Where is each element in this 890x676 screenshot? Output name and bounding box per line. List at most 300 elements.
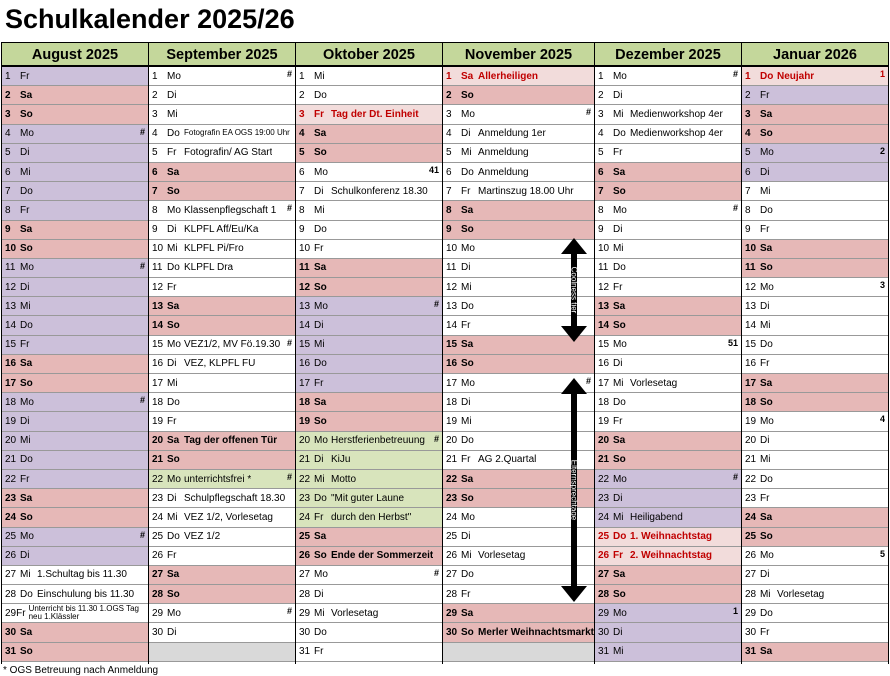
day-cell[interactable] <box>2 240 148 259</box>
day-cell[interactable] <box>149 393 295 412</box>
day-cell[interactable] <box>149 316 295 335</box>
day-cell[interactable] <box>595 163 741 182</box>
week-marker: # <box>585 107 591 118</box>
day-cell[interactable] <box>595 105 741 124</box>
day-cell[interactable] <box>149 623 295 642</box>
day-cell[interactable] <box>2 547 148 566</box>
weekday: Do <box>314 89 327 101</box>
day-cell[interactable] <box>595 182 741 201</box>
day-number: 16 <box>446 358 458 370</box>
day-cell[interactable] <box>595 508 741 527</box>
day-cell[interactable] <box>2 259 148 278</box>
weekday: Mi <box>612 511 624 523</box>
day-cell[interactable] <box>742 374 888 393</box>
day-cell[interactable] <box>742 566 888 585</box>
weekday: Fr <box>759 627 770 639</box>
weekday: Do <box>759 607 773 619</box>
day-number: 23 <box>446 492 458 504</box>
day-cell[interactable] <box>2 643 148 662</box>
weekday: So <box>20 646 33 658</box>
day-cell[interactable] <box>742 355 888 374</box>
day-number: 29 <box>597 607 610 619</box>
day-cell[interactable] <box>2 566 148 585</box>
day-cell[interactable] <box>2 489 148 508</box>
day-number: 3 <box>299 108 305 120</box>
day-cell[interactable] <box>149 144 295 163</box>
weekday: Mo <box>612 70 627 82</box>
day-cell[interactable] <box>443 201 594 220</box>
day-cell[interactable] <box>149 240 295 259</box>
day-cell[interactable] <box>742 86 888 105</box>
day-cell[interactable] <box>742 182 888 201</box>
day-number: 14 <box>446 320 458 332</box>
day-number: 11 <box>446 262 457 274</box>
day-cell[interactable] <box>2 393 148 412</box>
day-cell[interactable] <box>595 432 741 451</box>
day-cell[interactable] <box>2 182 148 201</box>
day-cell[interactable] <box>2 163 148 182</box>
day-cell[interactable] <box>742 604 888 623</box>
weekday: Di <box>759 569 770 581</box>
day-event: Medienworkshop 4er <box>629 108 723 120</box>
day-cell[interactable] <box>595 144 741 163</box>
arrow-period-1 <box>561 238 587 342</box>
day-number: 13 <box>299 300 311 312</box>
day-cell[interactable] <box>742 623 888 642</box>
day-number: 14 <box>597 320 610 332</box>
day-number: 6 <box>597 166 604 178</box>
day-cell[interactable] <box>443 355 594 374</box>
day-cell[interactable] <box>149 201 295 220</box>
weekday: Fr <box>20 339 30 351</box>
day-number: 28 <box>744 588 757 600</box>
weekday: Fr <box>612 147 623 159</box>
day-number: 1 <box>299 70 305 82</box>
day-cell[interactable] <box>2 585 148 604</box>
weekday: Do <box>612 128 626 140</box>
day-cell[interactable] <box>149 547 295 566</box>
day-cell[interactable] <box>296 67 442 86</box>
weekday: Mi <box>612 646 624 658</box>
day-event: KLPFL Dra <box>184 262 234 274</box>
day-cell[interactable] <box>149 412 295 431</box>
day-cell[interactable] <box>149 470 295 489</box>
weekday: Sa <box>20 89 33 101</box>
day-cell[interactable] <box>2 412 148 431</box>
day-cell[interactable] <box>2 67 148 86</box>
day-number: 2 <box>5 89 11 101</box>
weekday: Mi <box>20 435 31 447</box>
day-number: 10 <box>597 243 610 255</box>
day-cell[interactable] <box>443 221 594 240</box>
weekday: Di <box>759 166 770 178</box>
weekday: So <box>314 281 327 293</box>
day-cell[interactable] <box>742 412 888 431</box>
day-number: 11 <box>597 262 609 274</box>
day-cell[interactable] <box>595 259 741 278</box>
day-cell[interactable] <box>296 508 442 527</box>
day-cell[interactable] <box>595 221 741 240</box>
day-cell[interactable] <box>296 201 442 220</box>
day-cell[interactable] <box>595 240 741 259</box>
day-cell[interactable] <box>2 144 148 163</box>
weekday: Di <box>20 415 30 427</box>
day-cell[interactable] <box>742 297 888 316</box>
day-cell[interactable] <box>149 604 295 623</box>
day-cell[interactable] <box>296 585 442 604</box>
weekday: Fr <box>612 281 623 293</box>
weekday: Sa <box>314 262 327 274</box>
day-cell[interactable] <box>595 623 741 642</box>
day-cell[interactable] <box>595 643 741 662</box>
weekday: Mo <box>20 396 34 408</box>
day-cell[interactable] <box>296 105 442 124</box>
day-number: 23 <box>5 492 17 504</box>
day-cell[interactable] <box>742 336 888 355</box>
day-cell[interactable] <box>2 604 148 623</box>
weekday: So <box>759 262 773 274</box>
day-cell[interactable] <box>149 182 295 201</box>
day-cell[interactable] <box>595 566 741 585</box>
day-cell[interactable] <box>742 125 888 144</box>
weekday: Mo <box>314 569 328 581</box>
weekday: Fr <box>16 607 26 619</box>
day-cell[interactable] <box>149 105 295 124</box>
day-cell[interactable] <box>296 604 442 623</box>
day-cell[interactable] <box>296 336 442 355</box>
day-number: 23 <box>597 492 610 504</box>
week-marker: # <box>139 260 145 271</box>
weekday: Mo <box>20 128 34 140</box>
week-marker: # <box>286 606 292 617</box>
day-cell[interactable] <box>296 623 442 642</box>
day-number: 18 <box>744 396 757 408</box>
weekday: Mi <box>759 454 771 466</box>
day-number: 21 <box>597 454 610 466</box>
day-number: 30 <box>744 627 757 639</box>
day-cell[interactable] <box>149 528 295 547</box>
weekday: Di <box>759 300 770 312</box>
arrow-label: Elternsprechtage <box>569 459 579 521</box>
day-cell[interactable] <box>296 470 442 489</box>
weekday: Mo <box>314 300 328 312</box>
day-cell[interactable] <box>443 144 594 163</box>
day-cell[interactable] <box>742 451 888 470</box>
day-number: 19 <box>152 415 164 427</box>
weekday: Fr <box>612 415 623 427</box>
day-cell[interactable] <box>2 355 148 374</box>
day-cell[interactable] <box>595 374 741 393</box>
day-cell[interactable] <box>149 259 295 278</box>
day-cell[interactable] <box>296 643 442 662</box>
day-cell[interactable] <box>2 470 148 489</box>
day-cell[interactable] <box>595 585 741 604</box>
day-cell[interactable] <box>742 105 888 124</box>
day-number: 11 <box>5 262 16 274</box>
day-cell[interactable] <box>296 412 442 431</box>
day-cell[interactable] <box>2 86 148 105</box>
day-cell[interactable] <box>742 393 888 412</box>
day-cell[interactable] <box>149 566 295 585</box>
day-cell[interactable] <box>296 297 442 316</box>
day-cell[interactable] <box>443 643 594 662</box>
day-cell[interactable] <box>149 489 295 508</box>
day-number: 14 <box>152 320 164 332</box>
day-cell[interactable] <box>149 374 295 393</box>
day-number: 22 <box>152 473 164 485</box>
weekday: Fr <box>314 646 324 658</box>
day-event: VEZ 1/2 <box>184 531 221 543</box>
day-cell[interactable] <box>2 336 148 355</box>
day-cell[interactable] <box>595 528 741 547</box>
month-header: Januar 2026 <box>742 42 888 67</box>
day-number: 9 <box>446 224 452 236</box>
day-number: 22 <box>5 473 17 485</box>
day-cell[interactable] <box>296 566 442 585</box>
day-cell[interactable] <box>742 163 888 182</box>
day-number: 7 <box>152 185 158 197</box>
day-number: 2 <box>744 89 751 101</box>
day-cell[interactable] <box>296 547 442 566</box>
day-number: 13 <box>744 300 757 312</box>
day-cell[interactable] <box>149 355 295 374</box>
day-cell[interactable] <box>149 643 295 662</box>
arrow-down-icon <box>561 326 587 342</box>
day-cell[interactable] <box>2 374 148 393</box>
day-number: 4 <box>597 128 604 140</box>
weekday: Mi <box>167 243 178 255</box>
day-cell[interactable] <box>149 297 295 316</box>
week-marker: # <box>732 471 738 482</box>
day-cell[interactable] <box>595 393 741 412</box>
day-number: 30 <box>597 627 610 639</box>
day-cell[interactable] <box>296 182 442 201</box>
day-cell[interactable] <box>742 259 888 278</box>
day-cell[interactable] <box>443 163 594 182</box>
day-cell[interactable] <box>595 125 741 144</box>
week-marker: # <box>433 433 439 444</box>
day-cell[interactable] <box>296 432 442 451</box>
weekday: Fr <box>759 358 770 370</box>
day-cell[interactable] <box>443 86 594 105</box>
day-number: 7 <box>446 185 452 197</box>
day-cell[interactable] <box>149 278 295 297</box>
day-cell[interactable] <box>296 163 442 182</box>
day-cell[interactable] <box>742 144 888 163</box>
day-cell[interactable] <box>2 278 148 297</box>
weekday: Di <box>314 588 324 600</box>
weekday: Mi <box>20 569 31 581</box>
day-number: 13 <box>597 300 610 312</box>
day-number: 27 <box>446 569 458 581</box>
day-cell[interactable] <box>2 623 148 642</box>
day-cell[interactable] <box>595 412 741 431</box>
day-event: Vorlesetag <box>776 588 825 600</box>
day-number: 7 <box>299 185 305 197</box>
day-number: 21 <box>299 454 311 466</box>
day-number: 8 <box>446 204 452 216</box>
day-cell[interactable] <box>149 125 295 144</box>
day-number: 28 <box>152 588 164 600</box>
day-cell[interactable] <box>742 489 888 508</box>
day-cell[interactable] <box>742 470 888 489</box>
day-cell[interactable] <box>595 489 741 508</box>
day-number: 29 <box>299 607 311 619</box>
weekday: Sa <box>612 435 626 447</box>
day-cell[interactable] <box>149 86 295 105</box>
day-number: 30 <box>299 627 311 639</box>
day-cell[interactable] <box>2 201 148 220</box>
day-cell[interactable] <box>742 316 888 335</box>
day-number: 27 <box>5 569 17 581</box>
weekday: Sa <box>461 339 474 351</box>
day-cell[interactable] <box>443 125 594 144</box>
day-number: 11 <box>744 262 756 274</box>
day-number: 24 <box>5 511 17 523</box>
day-cell[interactable] <box>443 604 594 623</box>
weekday: Mi <box>314 473 325 485</box>
day-cell[interactable] <box>296 221 442 240</box>
day-cell[interactable] <box>296 316 442 335</box>
day-cell[interactable] <box>2 125 148 144</box>
weekday: Di <box>461 531 471 543</box>
day-cell[interactable] <box>742 221 888 240</box>
day-cell[interactable] <box>595 297 741 316</box>
day-cell[interactable] <box>149 432 295 451</box>
day-cell[interactable] <box>595 201 741 220</box>
weekday: Mi <box>167 377 178 389</box>
day-cell[interactable] <box>296 240 442 259</box>
weekday: So <box>612 320 626 332</box>
day-event: 1.Schultag bis 11.30 <box>37 569 127 581</box>
day-number: 15 <box>5 339 17 351</box>
day-cell[interactable] <box>149 508 295 527</box>
day-cell[interactable] <box>149 585 295 604</box>
day-cell[interactable] <box>2 105 148 124</box>
day-number: 12 <box>597 281 610 293</box>
weekday: Mi <box>759 185 771 197</box>
day-number: 11 <box>152 262 163 274</box>
weekday: Mo <box>314 435 328 447</box>
day-cell[interactable] <box>296 278 442 297</box>
day-cell[interactable] <box>595 278 741 297</box>
day-cell[interactable] <box>2 316 148 335</box>
weekday: Di <box>167 492 177 504</box>
day-cell[interactable] <box>296 125 442 144</box>
day-number: 4 <box>744 128 751 140</box>
day-cell[interactable] <box>595 451 741 470</box>
month-header: November 2025 <box>443 42 594 67</box>
day-cell[interactable] <box>742 432 888 451</box>
weekday: Do <box>167 128 180 140</box>
day-cell[interactable] <box>296 528 442 547</box>
day-cell[interactable] <box>2 221 148 240</box>
day-number: 18 <box>299 396 311 408</box>
day-number: 31 <box>597 646 610 658</box>
day-cell[interactable] <box>2 508 148 527</box>
day-cell[interactable] <box>595 604 741 623</box>
weekday: Mo <box>612 339 627 351</box>
day-number: 29 <box>744 607 757 619</box>
day-cell[interactable] <box>595 547 741 566</box>
day-number: 9 <box>744 224 751 236</box>
day-cell[interactable] <box>742 585 888 604</box>
day-cell[interactable] <box>742 508 888 527</box>
day-cell[interactable] <box>296 451 442 470</box>
day-cell[interactable] <box>742 67 888 86</box>
weekday: Fr <box>612 550 623 562</box>
day-event: KLPFL Pi/Fro <box>184 243 244 255</box>
day-cell[interactable] <box>443 182 594 201</box>
day-cell[interactable] <box>443 105 594 124</box>
weekday: Sa <box>167 166 180 178</box>
day-number: 25 <box>597 531 610 543</box>
weekday: Mi <box>612 377 624 389</box>
day-cell[interactable] <box>149 221 295 240</box>
week-marker: # <box>585 376 591 386</box>
day-cell[interactable] <box>443 67 594 86</box>
day-cell[interactable] <box>2 297 148 316</box>
day-cell[interactable] <box>149 451 295 470</box>
day-number: 22 <box>597 473 610 485</box>
day-cell[interactable] <box>296 355 442 374</box>
day-cell[interactable] <box>149 163 295 182</box>
day-cell[interactable] <box>296 144 442 163</box>
footnote: * OGS Betreuung nach Anmeldung <box>3 665 159 676</box>
weekday: Mi <box>461 415 472 427</box>
weekday: Di <box>167 358 177 370</box>
day-cell[interactable] <box>742 643 888 662</box>
day-number: 17 <box>744 377 757 389</box>
day-cell[interactable] <box>296 86 442 105</box>
day-number: 6 <box>152 166 158 178</box>
day-cell[interactable] <box>595 86 741 105</box>
day-cell[interactable] <box>595 67 741 86</box>
day-cell[interactable] <box>742 278 888 297</box>
day-cell[interactable] <box>2 451 148 470</box>
day-cell[interactable] <box>2 528 148 547</box>
day-cell[interactable] <box>296 393 442 412</box>
day-cell[interactable] <box>443 623 594 642</box>
day-cell[interactable] <box>149 67 295 86</box>
weekday: Fr <box>314 511 324 523</box>
day-cell[interactable] <box>296 374 442 393</box>
day-cell[interactable] <box>296 489 442 508</box>
day-cell[interactable] <box>595 470 741 489</box>
day-cell[interactable] <box>149 336 295 355</box>
day-cell[interactable] <box>742 201 888 220</box>
day-number: 4 <box>5 128 11 140</box>
weekday: Di <box>612 89 623 101</box>
day-cell[interactable] <box>595 336 741 355</box>
day-cell[interactable] <box>595 316 741 335</box>
weekday: Mo <box>167 204 181 216</box>
day-cell[interactable] <box>742 528 888 547</box>
week-marker: # <box>286 471 292 482</box>
day-number: 18 <box>152 396 164 408</box>
month-column <box>149 42 296 664</box>
day-cell[interactable] <box>595 355 741 374</box>
day-cell[interactable] <box>742 547 888 566</box>
day-number: 27 <box>152 569 164 581</box>
weekday: Mo <box>759 281 774 293</box>
weekday: So <box>612 588 626 600</box>
day-cell[interactable] <box>742 240 888 259</box>
day-number: 8 <box>5 204 11 216</box>
day-cell[interactable] <box>2 432 148 451</box>
weekday: Di <box>612 358 623 370</box>
day-cell[interactable] <box>296 259 442 278</box>
